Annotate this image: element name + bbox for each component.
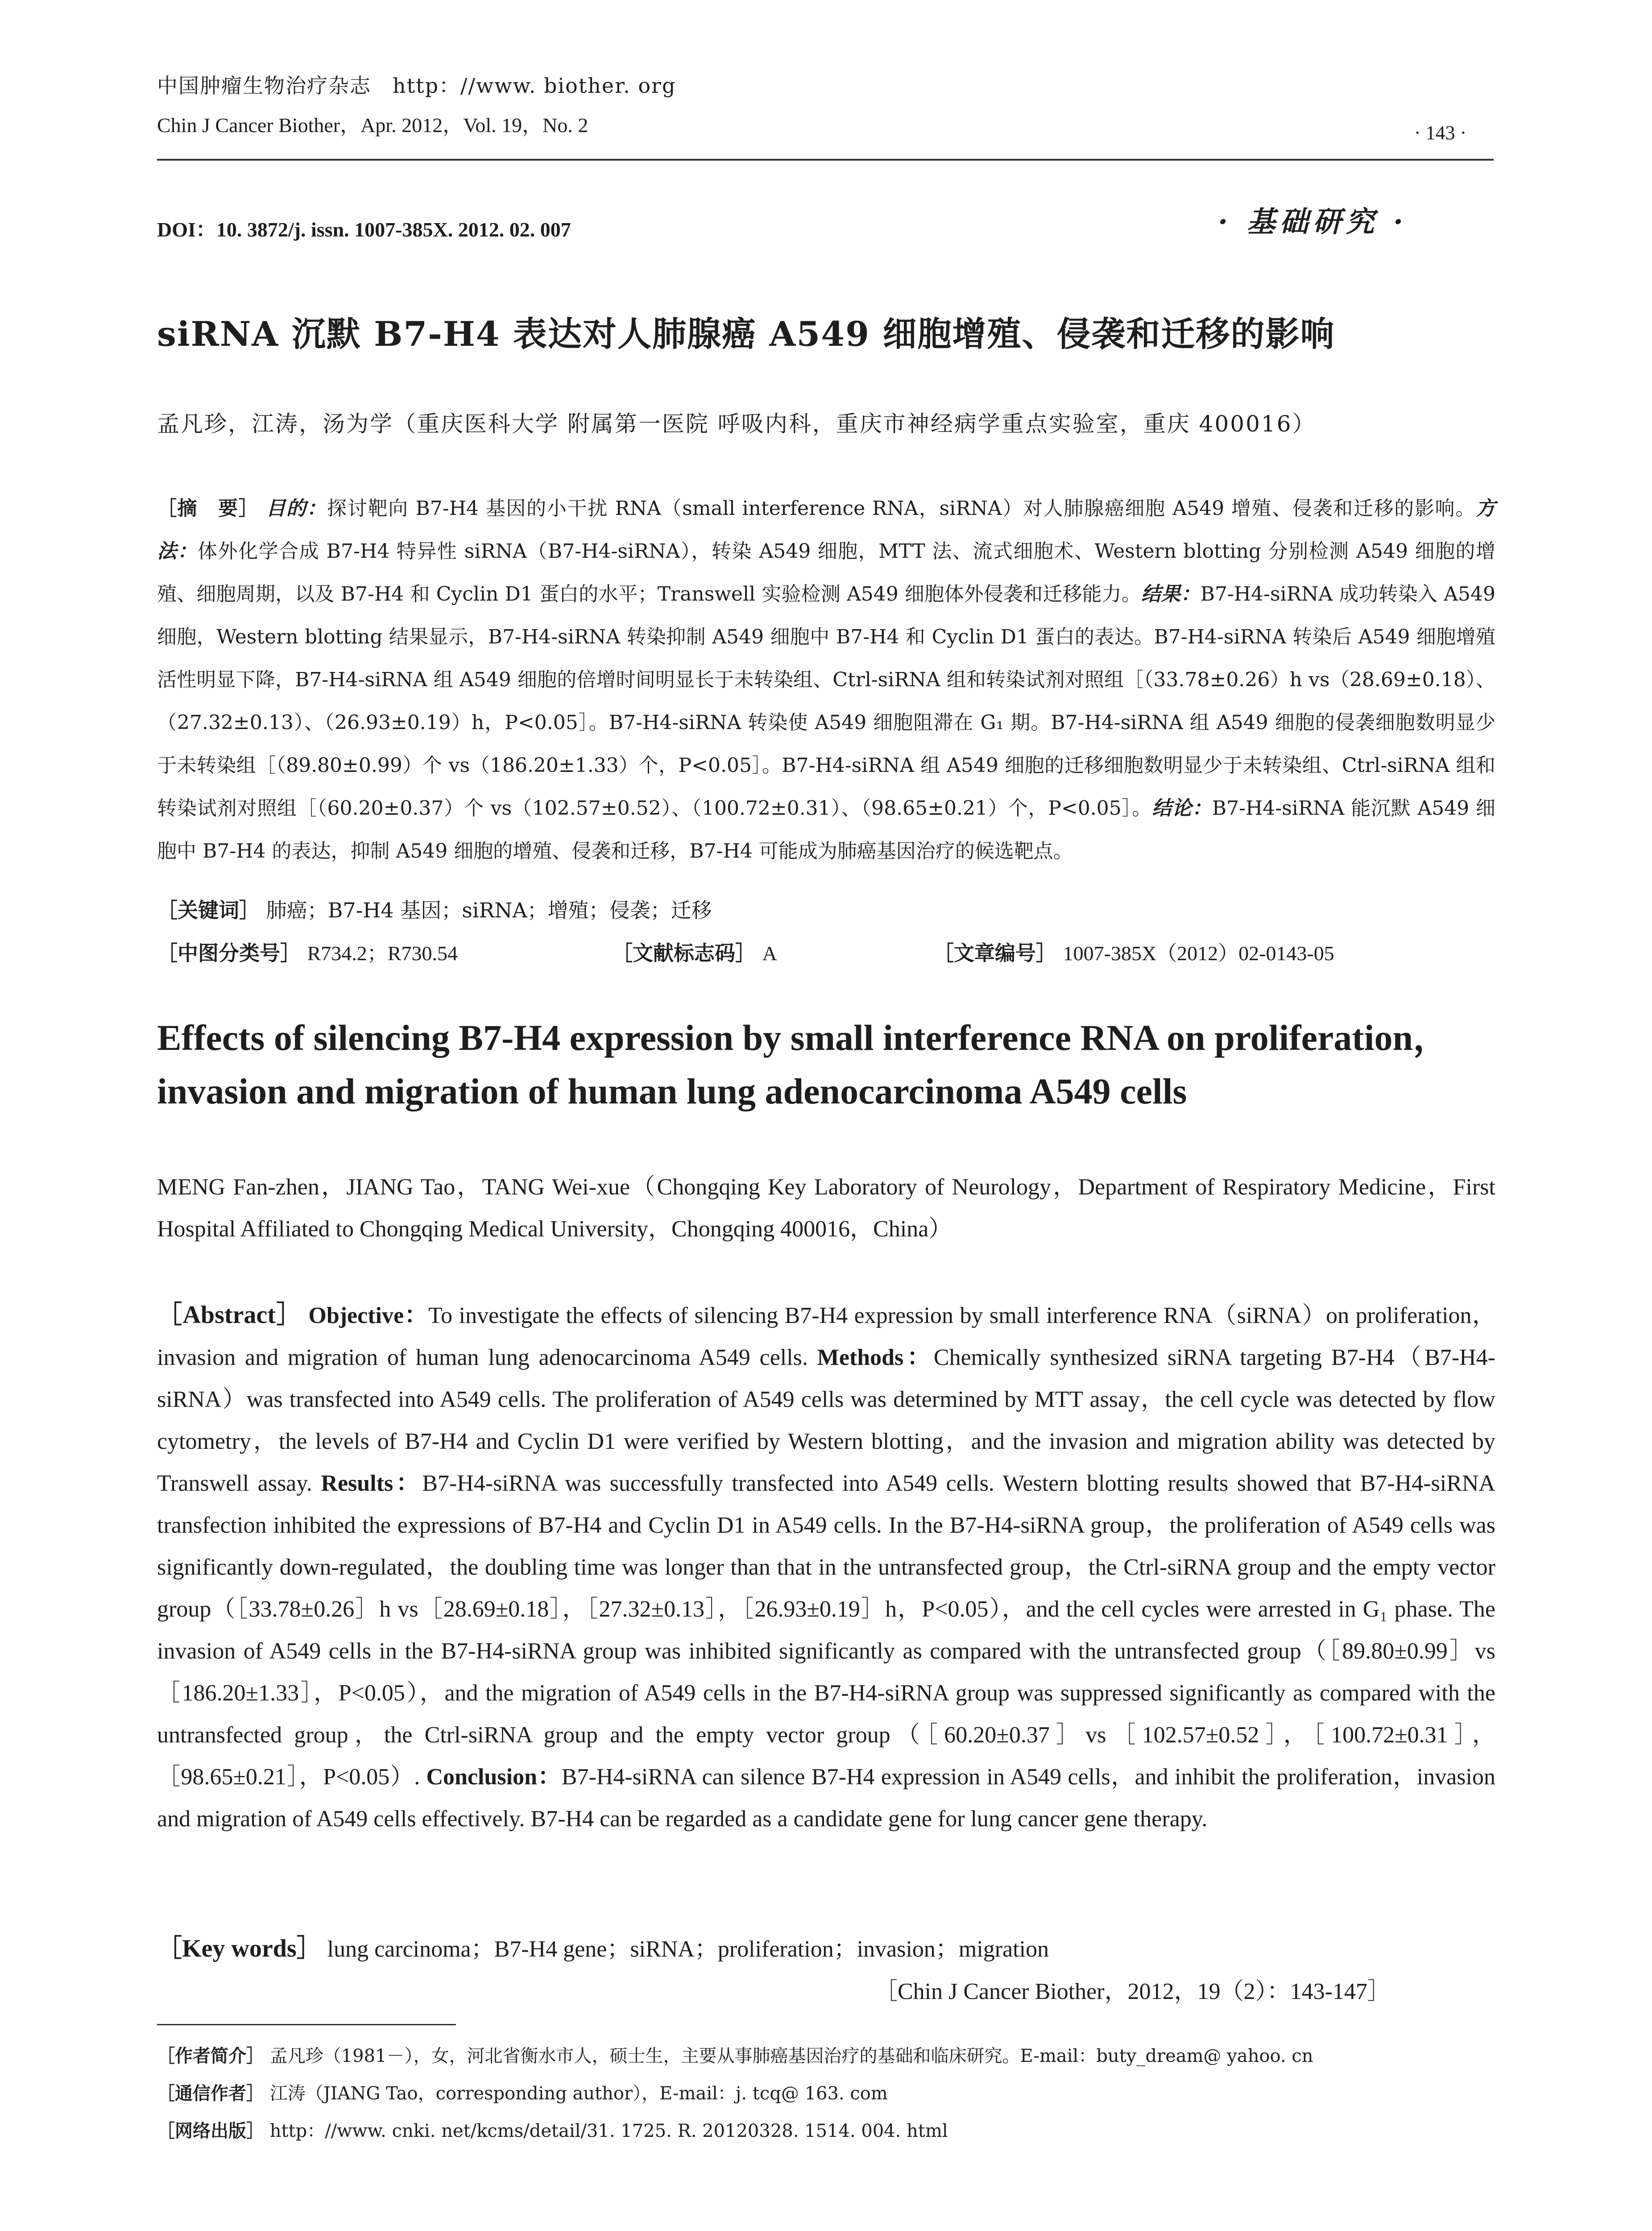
abstract-en (157, 1294, 1495, 1840)
abstract-cn-objective-label: 目的： (266, 497, 327, 520)
abstract-cn-tag: ［摘 要］ (157, 497, 259, 520)
citation: ［Chin J Cancer Biother，2012，19（2）：143-147］ (874, 1979, 1391, 2004)
article-number-field (933, 937, 1334, 966)
abstract-cn-results-label: 结果： (1141, 583, 1201, 605)
clc-value: R734.2；R730.54 (307, 942, 458, 965)
abstract-cn (157, 487, 1495, 873)
page-number: · 143 · (1414, 122, 1467, 144)
footnote-online-text: http：//www. cnki. net/kcms/detail/31. 1725. R. 20120328. 1514. 004. html (269, 2121, 948, 2141)
abstract-en-objective: To investigate the effects of silencing B7-H4 expression by small interference RNA（siRNA）on proliferation，invasion and migration of human lung adenocarcinoma A549 cells. (157, 1303, 1496, 1370)
doc-code-tag: ［文献标志码］ (612, 941, 756, 965)
abstract-en-methods-label: Methods： (817, 1345, 934, 1370)
abstract-cn-conclusion: B7-H4-siRNA 能沉默 A549 细胞中 B7-H4 的表达，抑制 A549 细胞的增殖、侵袭和迁移，B7-H4 可能成为肺癌基因治疗的候选靶点。 (157, 797, 1496, 863)
abstract-cn-results: B7-H4-siRNA 成功转染入 A549 细胞，Western blotting 结果显示，B7-H4-siRNA 转染抑制 A549 细胞中 B7-H4 和 Cyclin D1 蛋白的表达。B7-H4-siRNA 转染后 A549 细胞增殖活性明显下降，B7-H4-siRNA 组 A549 细胞的倍增时间明显长于未转染组、Ctrl-siRNA 组和转染试剂对照组［（33.78±0.26）h vs（28.69±0.18）、（27.32±0.13）、（26.93±0.19）h，P<0.05］。B7-H4-siRNA 转染使 A549 细胞阻滞在 G₁ 期。B7-H4-siRNA 组 A549 细胞的侵袭细胞数明显少于未转染组［（89.80±0.99）个 vs（186.20±1.33）个，P<0.05］。B7-H4-siRNA 组 A549 细胞的迁移细胞数明显少于未转染组、Ctrl-siRNA 组和转染试剂对照组［（60.20±0.37）个 vs（102.57±0.52）、（100.72±0.31）、（98.65±0.21）个，P<0.05］。 (157, 583, 1496, 820)
abstract-en-objective-label: Objective： (308, 1303, 429, 1328)
abstract-cn-methods: 体外化学合成 B7-H4 特异性 siRNA（B7-H4-siRNA），转染 A549 细胞，MTT 法、流式细胞术、Western blotting 分别检测 A549 细胞的增殖、细胞周期，以及 B7-H4 和 Cyclin D1 蛋白的水平；Transwell 实验检测 A549 细胞体外侵袭和迁移能力。 (157, 540, 1496, 605)
keywords-cn-text: 肺癌；B7-H4 基因；siRNA；增殖；侵袭；迁移 (266, 898, 712, 922)
doi: DOI：10. 3872/j. issn. 1007-385X. 2012. 02. 007 (157, 218, 571, 241)
section-label: · 基础研究 · (1218, 205, 1408, 239)
footnote-author-text: 孟凡珍（1981－），女，河北省衡水市人，硕士生，主要从事肺癌基因治疗的基础和临床研究。E-mail：buty_dream@ yahoo. cn (269, 2046, 1313, 2066)
abstract-en-conclusion: B7-H4-siRNA can silence B7-H4 expression in A549 cells，and inhibit the proliferation，invasion and migration of A549 cells effectively. B7-H4 can be regarded as a candidate gene for lung cancer gene therapy. (157, 1764, 1495, 1832)
header-divider (157, 159, 1494, 161)
footnote-online-tag: ［网络出版］ (157, 2120, 264, 2141)
article-number-value: 1007-385X（2012）02-0143-05 (1063, 942, 1334, 965)
footnote-corresponding-tag: ［通信作者］ (157, 2083, 264, 2104)
keywords-en (157, 1928, 1049, 1964)
abstract-en-results-label: Results： (321, 1471, 422, 1496)
abstract-cn-objective: 探讨靶向 B7-H4 基因的小干扰 RNA（small interference RNA，siRNA）对人肺腺癌细胞 A549 增殖、侵袭和迁移的影响。 (327, 497, 1476, 520)
journal-name-cn: 中国肿瘤生物治疗杂志 http：//www. biother. org (157, 74, 676, 98)
footnote-corresponding-text: 江涛（JIANG Tao，corresponding author），E-mail：j. tcq@ 163. com (269, 2083, 888, 2104)
authors-en: MENG Fan-zhen，JIANG Tao，TANG Wei-xue（Chongqing Key Laboratory of Neurology，Department of Respiratory Medicine，First Hospital Affiliated to Chongqing Medical University，Chongqing 400016，China） (157, 1174, 1495, 1242)
keywords-en-text: lung carcinoma；B7-H4 gene；siRNA；proliferation；invasion；migration (327, 1937, 1049, 1962)
keywords-cn-tag: ［关键词］ (157, 898, 260, 922)
footnote-author-tag: ［作者简介］ (157, 2045, 264, 2066)
doc-code-value: A (762, 942, 777, 965)
doc-code-field (612, 937, 777, 966)
title-en: Effects of silencing B7-H4 expression by small interference RNA on proliferation，invasion and migration of human lung adenocarcinoma A549 cells (157, 1017, 1450, 1111)
keywords-cn (157, 894, 712, 924)
abstract-en-results: B7-H4-siRNA was successfully transfected into A549 cells. Western blotting results showed that B7-H4-siRNA transfection inhibited the expressions of B7-H4 and Cyclin D1 in A549 cells. In the B7-H4-siRNA group，the proliferation of A549 cells was significantly down-regulated，the doubling time was longer than that in the untransfected group，the Ctrl-siRNA group and the empty vector group（［33.78±0.26］h vs［28.69±0.18］，［27.32±0.13］，［26.93±0.19］h，P<0.05），and the cell cycles were arrested in G₁ phase. The invasion of A549 cells in the B7-H4-siRNA group was inhibited significantly as compared with the untransfected group（［89.80±0.99］vs［186.20±1.33］，P<0.05），and the migration of A549 cells in the B7-H4-siRNA group was suppressed significantly as compared with the untransfected group，the Ctrl-siRNA group and the empty vector group（［60.20±0.37］vs［102.57±0.52］，［100.72±0.31］，［98.65±0.21］，P<0.05）. (157, 1471, 1495, 1790)
abstract-en-conclusion-label: Conclusion： (426, 1764, 562, 1790)
authors-cn: 孟凡珍，江涛，汤为学（重庆医科大学 附属第一医院 呼吸内科，重庆市神经病学重点实验室，重庆 400016） (157, 411, 1316, 437)
abstract-cn-methods-label: 方法： (157, 497, 1495, 563)
keywords-en-tag: ［Key words］ (157, 1935, 322, 1962)
footnote-divider (157, 2024, 456, 2025)
footnote-corresponding (157, 2079, 888, 2105)
clc-tag: ［中图分类号］ (157, 941, 301, 965)
abstract-en-methods: Chemically synthesized siRNA targeting B7-H4（B7-H4-siRNA）was transfected into A549 cells. The proliferation of A549 cells was determined by MTT assay，the cell cycle was detected by flow cytometry，the levels of B7-H4 and Cyclin D1 were verified by Western blotting，and the invasion and migration ability was detected by Transwell assay. (157, 1345, 1496, 1496)
clc-field (157, 937, 458, 966)
title-cn: siRNA 沉默 B7-H4 表达对人肺腺癌 A549 细胞增殖、侵袭和迁移的影响 (157, 314, 1335, 354)
article-number-tag: ［文章编号］ (933, 941, 1056, 965)
abstract-cn-conclusion-label: 结论： (1152, 797, 1212, 820)
journal-issue-en: Chin J Cancer Biother，Apr. 2012，Vol. 19，No. 2 (157, 114, 588, 137)
footnote-author (157, 2042, 1313, 2067)
footnote-online (157, 2117, 948, 2142)
abstract-en-tag: ［Abstract］ (157, 1301, 302, 1329)
